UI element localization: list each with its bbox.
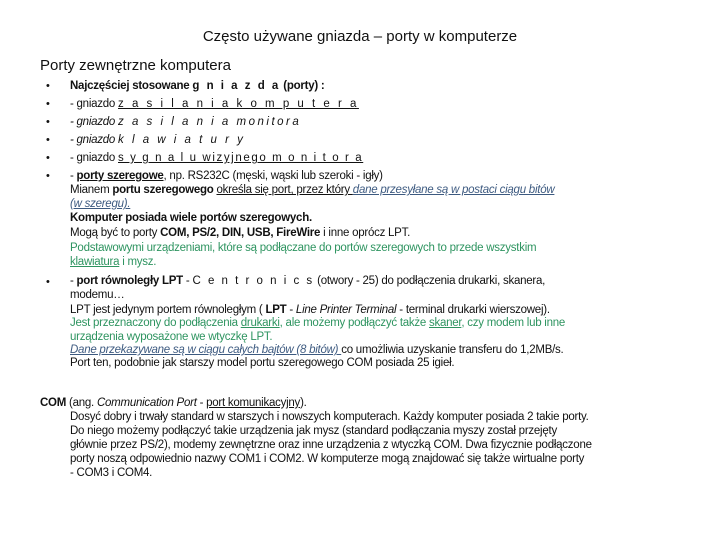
text: klawiatura <box>70 256 120 268</box>
text: k l a w i a t u r y <box>118 134 246 146</box>
text: z a s i l a n i a monitora <box>118 116 302 128</box>
bullet: • <box>46 80 50 92</box>
text: Jest przeznaczony do podłączenia <box>70 317 241 329</box>
text: portu szeregowego <box>112 184 217 196</box>
bullet: • <box>46 170 50 182</box>
paragraph-line: Do niego możemy podłączyć takie urządzenia jak mysz (standard podłączania myszy został przejęty <box>70 425 557 437</box>
text: co umożliwia uzyskanie transferu do 1,2MB/s. <box>341 344 564 356</box>
paragraph-line <box>70 303 550 317</box>
text: - <box>70 275 77 287</box>
text: - <box>182 275 193 287</box>
paragraph-line: - COM3 i COM4. <box>70 467 153 479</box>
text: - terminal drukarki wierszowej). <box>396 304 550 316</box>
text: , ale możemy podłączyć także <box>279 317 429 329</box>
com-heading <box>40 396 307 410</box>
text: COM, PS/2, DIN, USB, FireWire <box>160 227 321 239</box>
text: Dane przekazywane są w ciągu całych bajtów (8 bitów) <box>70 344 342 356</box>
text: dane przesyłane są w postaci ciągu bitów <box>352 184 555 196</box>
text: i inne oprócz LPT. <box>320 227 411 239</box>
bullet: • <box>46 134 50 146</box>
text: s y g n a l u wizyjnego m o n i t o r a <box>118 152 364 164</box>
text: ). <box>300 397 307 409</box>
text: - <box>196 397 207 409</box>
text: - <box>286 304 296 316</box>
list-item <box>70 151 363 165</box>
text: Najczęściej stosowane <box>70 80 193 92</box>
bullet: • <box>46 98 50 110</box>
list-item <box>70 133 245 147</box>
paragraph-line: Dosyć dobry i trwały standard w starszych i nowszych komputerach. Każdy komputer posiada 2 takie porty. <box>70 411 589 423</box>
text: , np. RS232C (męski, wąski lub szeroki - igły) <box>163 170 383 182</box>
text: skaner <box>429 317 462 329</box>
paragraph-line: modemu… <box>70 289 125 301</box>
text: , czy modem lub inne <box>461 317 566 329</box>
section-heading: Porty zewnętrzne komputera <box>40 57 231 74</box>
text: (ang. <box>66 397 97 409</box>
text: LPT <box>265 304 287 316</box>
text: - <box>70 170 77 182</box>
list-item <box>70 97 359 111</box>
list-item <box>70 274 545 288</box>
text: - gniazdo <box>70 116 119 128</box>
text: g n i a z d a <box>192 80 281 92</box>
paragraph-line <box>70 255 156 269</box>
text: określa się port, przez który <box>216 184 353 196</box>
text: port komunikacyjny <box>206 397 301 409</box>
paragraph-line <box>70 226 410 240</box>
text: (otwory - 25) do podłączenia drukarki, skanera, <box>314 275 546 287</box>
text: i mysz. <box>119 256 157 268</box>
text: - gniazdo <box>70 134 119 146</box>
text: port równoległy LPT <box>76 275 183 287</box>
paragraph-line: (w szeregu). <box>70 198 131 210</box>
bullet: • <box>46 116 50 128</box>
text: C e n t r o n i c s <box>192 275 315 287</box>
paragraph-line: Port ten, podobnie jak starszy model portu szeregowego COM posiada 25 igieł. <box>70 357 455 369</box>
text: Mianem <box>70 184 113 196</box>
paragraph-line: porty noszą odpowiednio nazwy COM1 i COM2. W komputerze mogą znajdować się także wirtualne porty <box>70 453 585 465</box>
paragraph-line: głównie przez PS/2), modemy zewnętrzne oraz inne urządzenia z wtyczką COM. Dwa fizycznie podłączone <box>70 439 592 451</box>
text: z a s i l a n i a k o m p u t e r a <box>118 98 359 110</box>
bullet: • <box>46 152 50 164</box>
text: - gniazdo <box>70 152 119 164</box>
bullet: • <box>46 276 50 288</box>
text: LPT jest jedynym portem równoległym ( <box>70 304 266 316</box>
text: - gniazdo <box>70 98 119 110</box>
paragraph-line <box>70 343 564 357</box>
text: Mogą być to porty <box>70 227 161 239</box>
list-item <box>70 79 324 93</box>
paragraph-line: Komputer posiada wiele portów szeregowych. <box>70 212 312 224</box>
text: (porty) : <box>280 80 325 92</box>
list-item <box>70 169 383 183</box>
slide-title: Często używane gniazda – porty w komputerze <box>202 28 518 45</box>
text: COM <box>40 397 67 409</box>
paragraph-line: urządzenia wyposażone we wtyczkę LPT. <box>70 331 273 343</box>
text: porty szeregowe <box>76 170 164 182</box>
paragraph-line: Podstawowymi urządzeniami, które są podłączane do portów szeregowych to przede wszystkim <box>70 242 537 254</box>
paragraph-line <box>70 316 565 330</box>
paragraph-line <box>70 183 554 197</box>
text: Communication Port <box>96 397 197 409</box>
list-item <box>70 115 301 129</box>
text: drukarki <box>240 317 280 329</box>
text: Line Printer Terminal <box>295 304 397 316</box>
